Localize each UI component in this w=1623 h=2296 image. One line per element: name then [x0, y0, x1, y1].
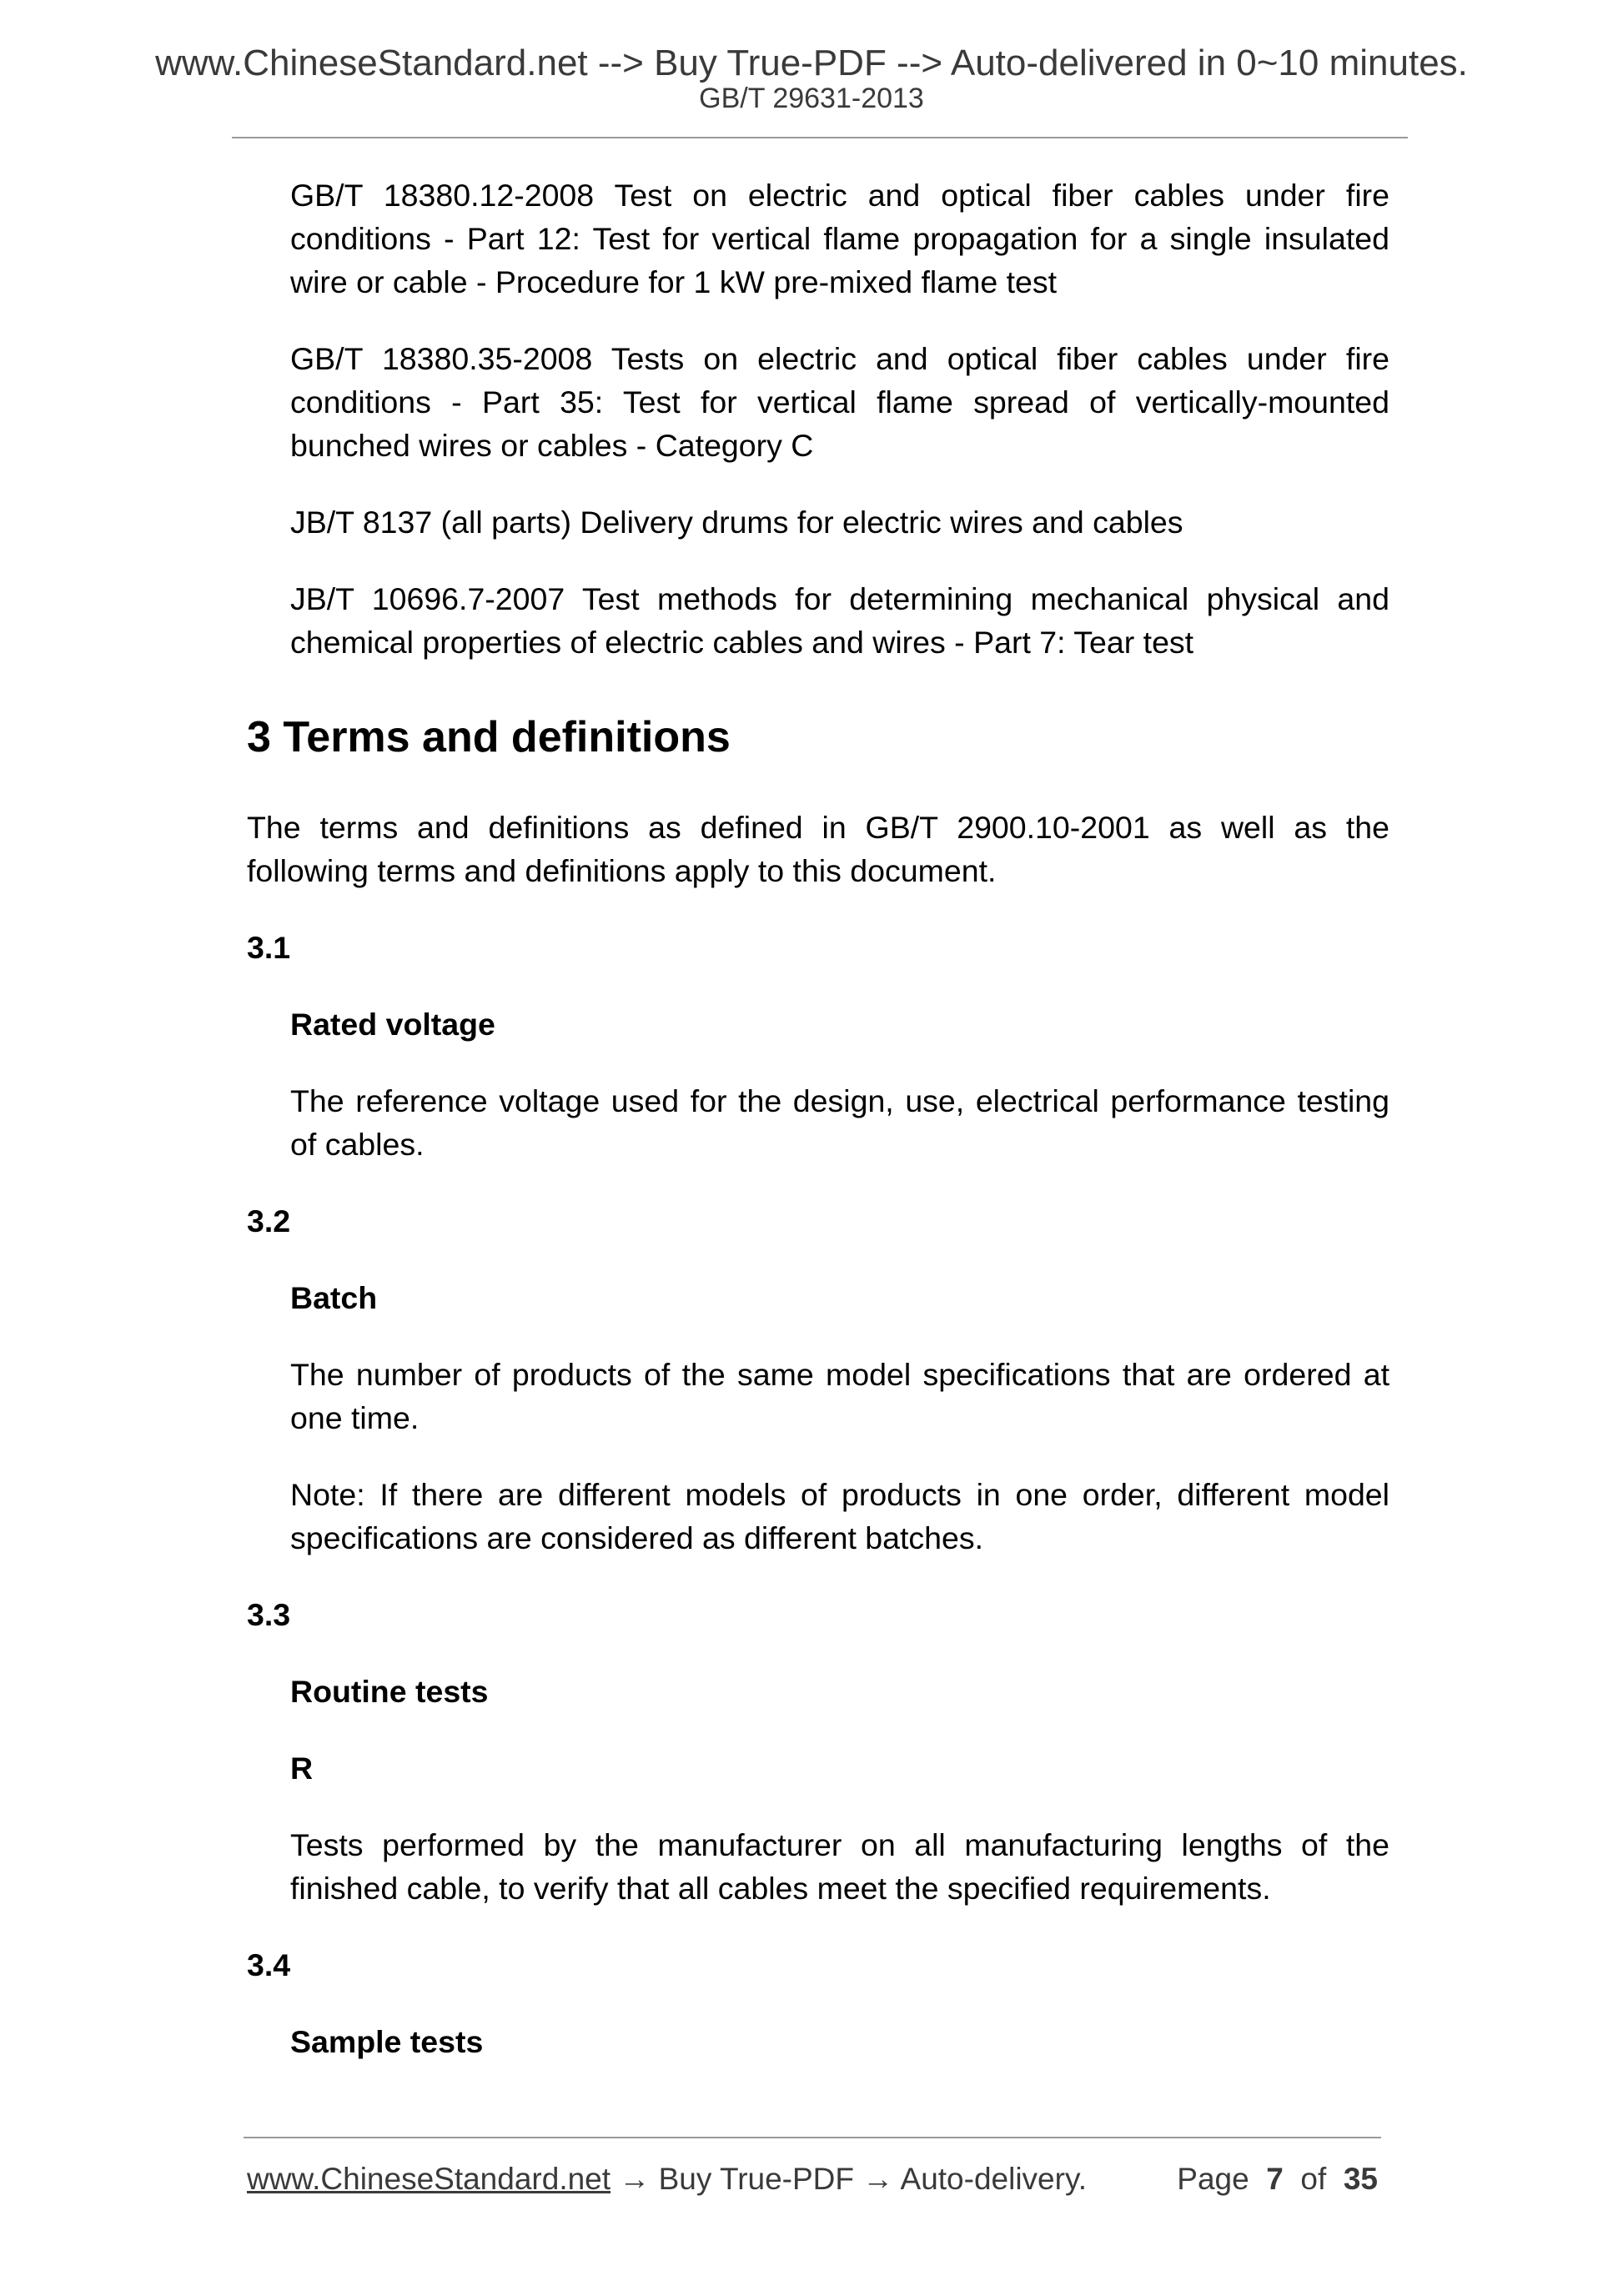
footer-tagline: → Buy True-PDF → Auto-delivery.: [611, 2162, 1087, 2196]
header-banner: www.ChineseStandard.net --> Buy True-PDF --> Auto-delivered in 0~10 minutes.: [155, 43, 1468, 83]
term-title: Sample tests: [290, 2024, 484, 2059]
page-total: 35: [1343, 2162, 1378, 2196]
reference-gb-t-18380-35: GB/T 18380.35-2008 Tests on electric and optical fiber cables under fire conditions - Part 35: Test for vertical flame spread of vertically-mounted bunched wires or cables - Category C: [290, 341, 1389, 463]
section-intro: The terms and definitions as defined in GB/T 2900.10-2001 as well as the following terms and definitions apply to this document.: [247, 810, 1389, 888]
page-label: Page: [1177, 2162, 1249, 2196]
footer-divider: [244, 2137, 1381, 2138]
term-number: 3.3: [247, 1597, 291, 1632]
page-indicator: [1177, 2160, 1378, 2198]
reference-jb-t-10696-7: JB/T 10696.7-2007 Test methods for determining mechanical physical and chemical properties of electric cables and wires - Part 7: Tear test: [290, 581, 1389, 660]
term-title: Routine tests: [290, 1674, 489, 1709]
term-abbreviation: R: [290, 1751, 314, 1786]
reference-gb-t-18380-12: GB/T 18380.12-2008 Test on electric and optical fiber cables under fire conditions - Part 12: Test for vertical flame propagation for a single insulated wire or cable - Procedure for 1 kW pre-mixed flame test: [290, 178, 1389, 299]
term-definition: Tests performed by the manufacturer on all manufacturing lengths of the finished cable, to verify that all cables meet the specified requirements.: [290, 1827, 1389, 1906]
term-title: Batch: [290, 1280, 378, 1315]
term-definition: The number of products of the same model specifications that are ordered at one time.: [290, 1357, 1389, 1435]
term-number: 3.4: [247, 1947, 291, 1982]
term-note: Note: If there are different models of products in one order, different model specifications are considered as different batches.: [290, 1477, 1389, 1555]
term-number: 3.1: [247, 930, 291, 965]
footer-left: [247, 2160, 1087, 2198]
term-definition: The reference voltage used for the design, use, electrical performance testing of cables.: [290, 1083, 1389, 1162]
standard-id: GB/T 29631-2013: [699, 83, 924, 114]
term-number: 3.2: [247, 1203, 291, 1238]
reference-jb-t-8137: JB/T 8137 (all parts) Delivery drums for electric wires and cables: [290, 505, 1183, 540]
page-body: [247, 173, 1389, 2063]
footer-site-link[interactable]: www.ChineseStandard.net: [247, 2162, 611, 2196]
page-of-label: of: [1300, 2162, 1327, 2196]
header-divider: [232, 137, 1408, 138]
section-heading: 3 Terms and definitions: [247, 713, 731, 761]
page-current: 7: [1266, 2162, 1284, 2196]
term-title: Rated voltage: [290, 1007, 495, 1042]
